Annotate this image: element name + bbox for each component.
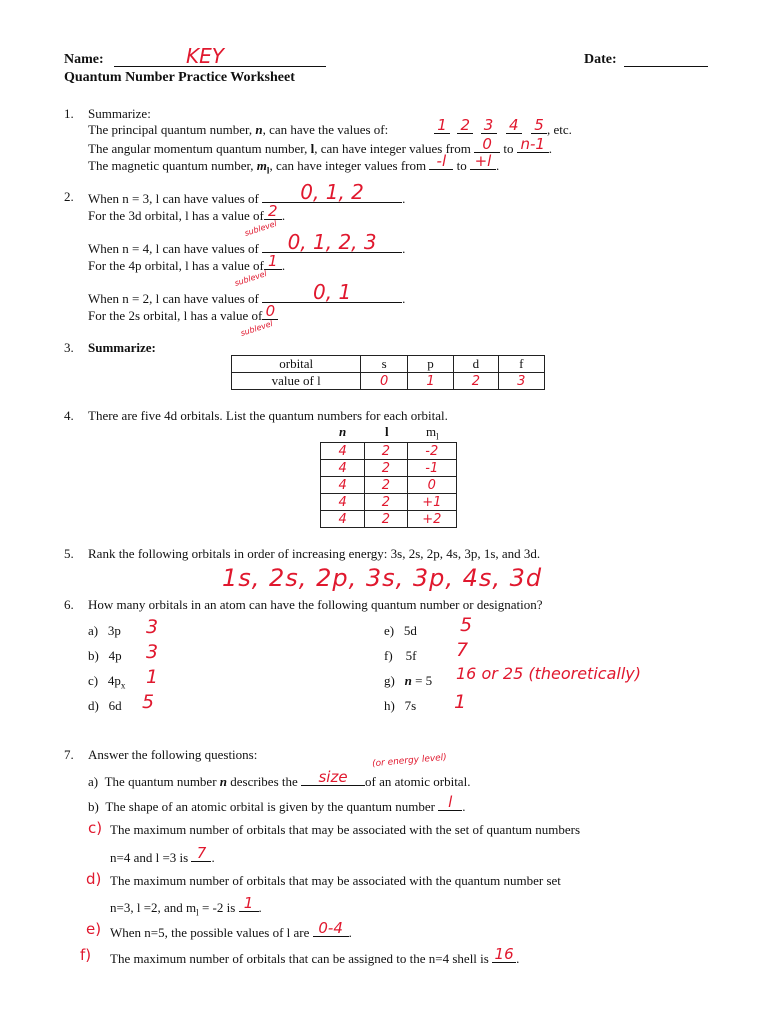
answer-blank[interactable]: 0, 1, 2 bbox=[262, 189, 402, 203]
table-cell: orbital bbox=[232, 356, 361, 373]
table-cell[interactable]: 2 bbox=[365, 460, 407, 477]
table-row bbox=[321, 494, 457, 511]
answer-blank[interactable]: 0, 1, 2, 3 bbox=[262, 239, 402, 253]
q1-heading: Summarize: bbox=[88, 106, 151, 121]
q7-a: a) The quantum number n describes the size of an atomic orbital. bbox=[88, 768, 471, 789]
answer-blank[interactable]: n-1 bbox=[517, 139, 549, 153]
q3-heading: Summarize: bbox=[88, 340, 156, 355]
q6-item-e: e) 5d bbox=[384, 623, 417, 638]
note-sublevel: sublevel bbox=[243, 219, 278, 238]
table-row bbox=[321, 460, 457, 477]
q7-d-letter: d) bbox=[86, 870, 102, 888]
q1-line1: The principal quantum number, n, can have the values of: bbox=[88, 122, 389, 137]
answer-blank[interactable]: 0 bbox=[262, 306, 278, 320]
quantum-numbers-table bbox=[320, 442, 457, 528]
q1-line3: The magnetic quantum number, $m_l$, can have integer values from -l to +l . bbox=[88, 152, 500, 176]
q7-f: The maximum number of orbitals that can be assigned to the n=4 shell is 16 . bbox=[110, 945, 520, 966]
q6-item-b: b) 4p bbox=[88, 648, 122, 663]
table-cell[interactable]: -1 bbox=[407, 460, 456, 477]
answer-blank[interactable]: 0-4 bbox=[313, 923, 349, 937]
table-cell: p bbox=[407, 356, 453, 373]
q7-note: (or energy level) bbox=[371, 752, 448, 770]
table-cell[interactable]: 3 bbox=[498, 373, 544, 390]
table-cell[interactable]: +2 bbox=[407, 511, 456, 528]
q6-answer-h: 1 bbox=[454, 691, 467, 713]
q6-item-c: c) $4p_x$ bbox=[88, 673, 126, 691]
answer-blank[interactable]: 5 bbox=[531, 120, 547, 134]
answer-blank[interactable]: 0, 1 bbox=[262, 289, 402, 303]
q4-header-n: n bbox=[339, 424, 347, 439]
table-cell[interactable]: +1 bbox=[407, 494, 456, 511]
note-sublevel: sublevel bbox=[239, 319, 274, 338]
q2-a: When n = 3, l can have values of 0, 1, 2 . bbox=[88, 180, 406, 206]
table-cell[interactable]: 4 bbox=[321, 511, 365, 528]
answer-blank[interactable]: +l bbox=[470, 156, 496, 170]
q2-b-sub: For the 4p orbital, l has a value of 1 . bbox=[88, 252, 286, 273]
q4-number: 4. bbox=[64, 408, 74, 423]
answer-blank[interactable]: 1 bbox=[239, 898, 259, 912]
q1-line2: The angular momentum quantum number, l, can have integer values from 0 to n-1 . bbox=[88, 135, 552, 156]
table-cell: value of l bbox=[232, 373, 361, 390]
answer-blank[interactable]: 2 bbox=[264, 206, 282, 220]
table-cell: f bbox=[498, 356, 544, 373]
table-cell[interactable]: 1 bbox=[407, 373, 453, 390]
q7-d: The maximum number of orbitals that may be associated with the quantum number set bbox=[110, 873, 561, 888]
q4-header-l: l bbox=[385, 424, 389, 439]
table-row bbox=[321, 477, 457, 494]
table-cell[interactable]: 4 bbox=[321, 477, 365, 494]
q6-number: 6. bbox=[64, 597, 74, 612]
q1-line1-answers: 1 2 3 4 5 , etc. bbox=[434, 120, 572, 138]
table-cell[interactable]: 2 bbox=[454, 373, 498, 390]
table-row bbox=[321, 511, 457, 528]
answer-blank[interactable]: -l bbox=[429, 156, 453, 170]
table-cell[interactable]: 0 bbox=[361, 373, 407, 390]
q2-c-sub: For the 2s orbital, l has a value of 0 bbox=[88, 306, 278, 324]
q7-c-letter: c) bbox=[88, 819, 103, 837]
answer-blank[interactable]: 1 bbox=[434, 120, 450, 134]
table-cell: d bbox=[454, 356, 498, 373]
page-title: Quantum Number Practice Worksheet bbox=[64, 70, 295, 85]
q6-item-a: a) 3p bbox=[88, 623, 121, 638]
q1-number: 1. bbox=[64, 106, 74, 121]
q6-answer-g: 16 or 25 (theoretically) bbox=[456, 664, 641, 683]
q4-text: There are five 4d orbitals. List the quantum numbers for each orbital. bbox=[88, 408, 448, 423]
q6-answer-f: 7 bbox=[456, 639, 469, 661]
table-cell[interactable]: 4 bbox=[321, 494, 365, 511]
q7-e-letter: e) bbox=[86, 920, 102, 938]
q7-c: The maximum number of orbitals that may be associated with the set of quantum numbers bbox=[110, 822, 581, 837]
name-label: Name: bbox=[64, 52, 104, 67]
q7-f-letter: f) bbox=[80, 946, 92, 964]
q2-a-sub: For the 3d orbital, l has a value of 2 . bbox=[88, 202, 286, 223]
q6-answer-d: 5 bbox=[142, 691, 155, 713]
q6-item-f: f) 5f bbox=[384, 648, 417, 663]
answer-blank[interactable]: 7 bbox=[191, 848, 211, 862]
q7-c-line2: n=4 and l =3 is 7 . bbox=[110, 844, 215, 865]
q7-number: 7. bbox=[64, 747, 74, 762]
q7-heading: Answer the following questions: bbox=[88, 747, 258, 762]
answer-blank[interactable]: 16 bbox=[492, 949, 516, 963]
answer-blank[interactable]: 1 bbox=[264, 256, 282, 270]
q2-number: 2. bbox=[64, 189, 74, 204]
answer-blank[interactable]: 2 bbox=[457, 120, 473, 134]
table-cell[interactable]: 2 bbox=[365, 511, 407, 528]
table-row bbox=[321, 443, 457, 460]
q6-answer-e: 5 bbox=[460, 614, 473, 636]
q7-b: b) The shape of an atomic orbital is given by the quantum number l . bbox=[88, 793, 466, 814]
q7-d-line2: n=3, l =2, and $m_l = -2$ is 1 . bbox=[110, 894, 262, 918]
q6-answer-b: 3 bbox=[146, 641, 159, 663]
name-value: KEY bbox=[186, 44, 224, 68]
date-label: Date: bbox=[584, 52, 617, 67]
q6-text: How many orbitals in an atom can have the following quantum number or designation? bbox=[88, 597, 543, 612]
answer-blank[interactable]: 0 bbox=[474, 139, 500, 153]
table-cell[interactable]: 2 bbox=[365, 494, 407, 511]
q5-text: Rank the following orbitals in order of increasing energy: 3s, 2s, 2p, 4s, 3p, 1s, and 3d. bbox=[88, 546, 541, 561]
q5-number: 5. bbox=[64, 546, 74, 561]
answer-blank[interactable]: l bbox=[438, 797, 462, 811]
q7-e: When n=5, the possible values of l are 0-4 . bbox=[110, 919, 352, 940]
q6-answer-a: 3 bbox=[146, 616, 159, 638]
q2-c: When n = 2, l can have values of 0, 1 . bbox=[88, 280, 406, 306]
table-cell[interactable]: 2 bbox=[365, 443, 407, 460]
q6-item-g: g) n = 5 bbox=[384, 673, 433, 688]
q3-number: 3. bbox=[64, 340, 74, 355]
q5-answer: 1s, 2s, 2p, 3s, 3p, 4s, 3d bbox=[222, 564, 543, 592]
q6-answer-c: 1 bbox=[146, 666, 159, 688]
q6-item-d: d) 6d bbox=[88, 698, 122, 713]
table-cell[interactable]: 0 bbox=[407, 477, 456, 494]
table-cell: s bbox=[361, 356, 407, 373]
table-cell[interactable]: -2 bbox=[407, 443, 456, 460]
date-field[interactable] bbox=[624, 52, 708, 67]
answer-blank[interactable]: 3 bbox=[481, 120, 497, 134]
note-sublevel: sublevel bbox=[233, 269, 268, 288]
q4-header-ml: $m_l$ bbox=[426, 424, 439, 442]
table-cell[interactable]: 4 bbox=[321, 460, 365, 477]
answer-blank[interactable]: 4 bbox=[506, 120, 522, 134]
q6-item-h: h) 7s bbox=[384, 698, 417, 713]
q2-b: When n = 4, l can have values of 0, 1, 2, 3 . bbox=[88, 230, 406, 256]
table-cell[interactable]: 2 bbox=[365, 477, 407, 494]
table-cell[interactable]: 4 bbox=[321, 443, 365, 460]
answer-blank[interactable]: size bbox=[301, 772, 365, 786]
orbital-table bbox=[231, 355, 545, 390]
